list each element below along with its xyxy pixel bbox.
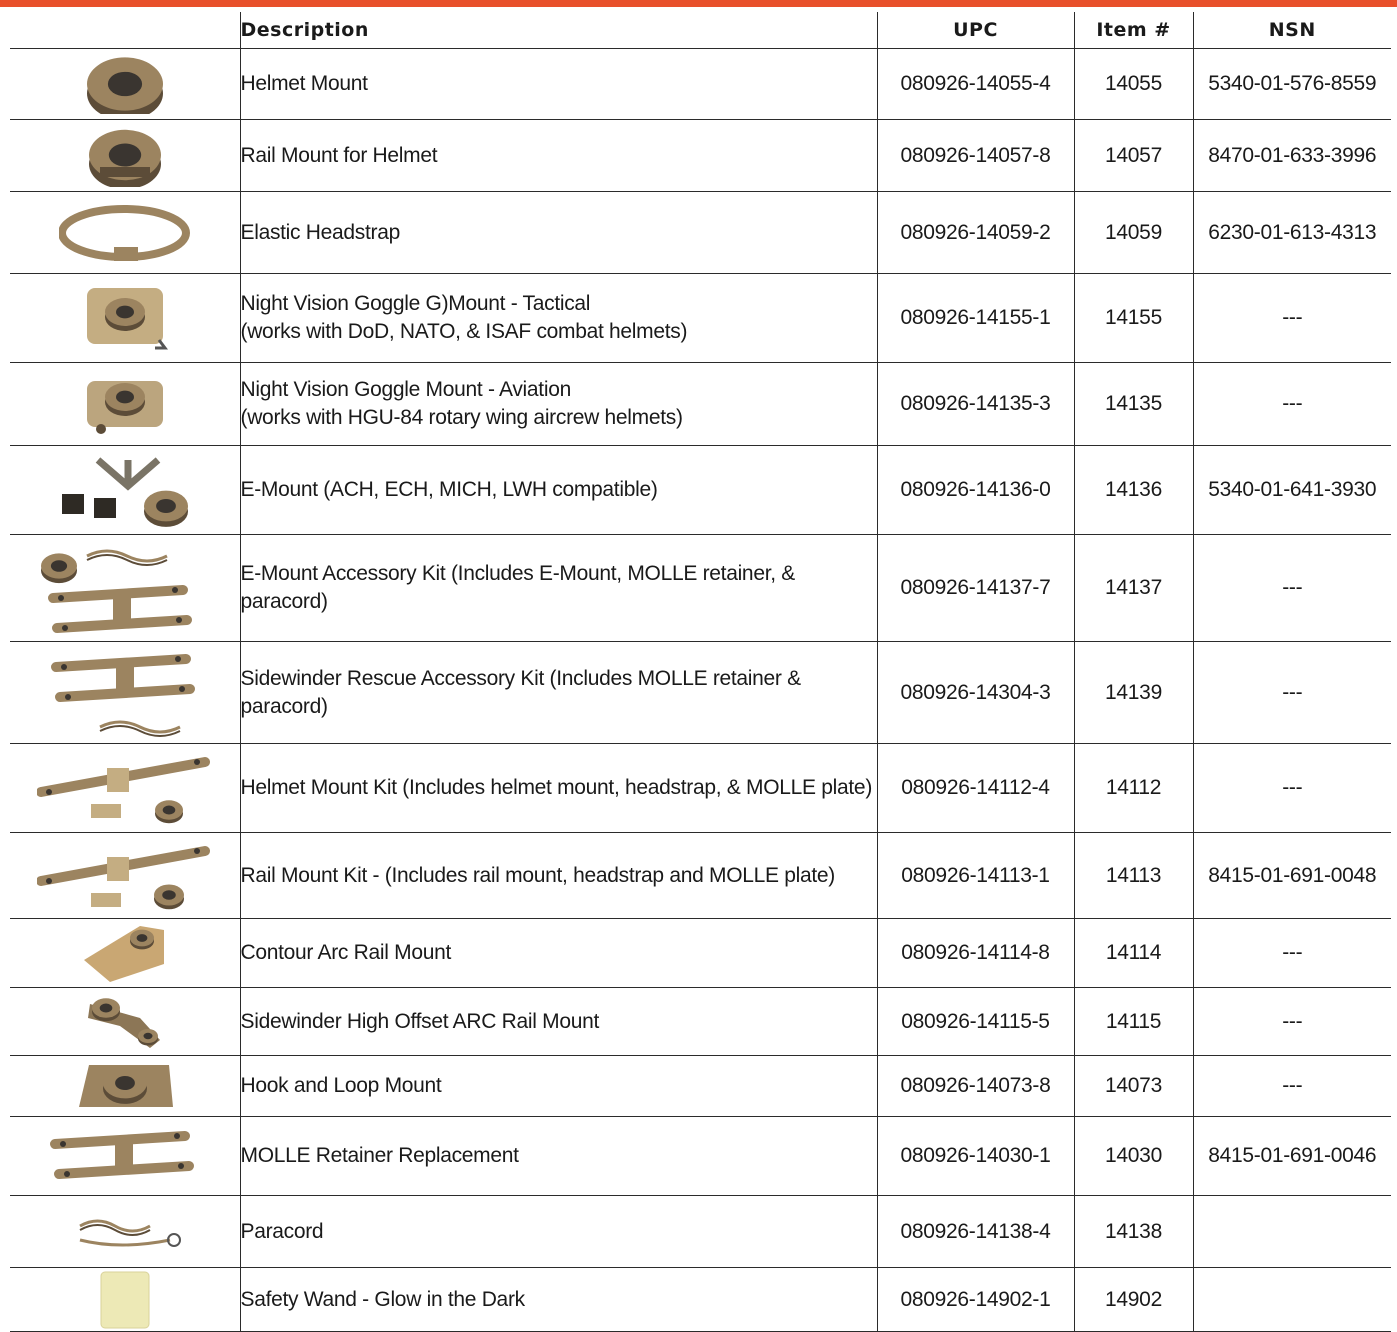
description-cell — [240, 535, 877, 642]
description-line: E-Mount (ACH, ECH, MICH, LWH compatible) — [240, 478, 658, 501]
description-cell — [240, 1196, 877, 1268]
table-row — [10, 1117, 1391, 1196]
description-line: MOLLE Retainer Replacement — [240, 1144, 519, 1167]
nsn-cell: --- — [1193, 744, 1391, 833]
table-row — [10, 988, 1391, 1056]
safety-wand-icon — [10, 1268, 240, 1332]
rail-mount-kit-icon — [10, 833, 240, 919]
description-line: Paracord — [240, 1219, 324, 1243]
helmet-mount-kit-icon — [10, 744, 240, 833]
contour-arc-mount-icon — [10, 919, 240, 988]
high-offset-mount-icon — [10, 988, 240, 1056]
upc-cell: 080926-14155-1 — [877, 274, 1074, 363]
description-cell — [240, 446, 877, 535]
nsn-cell: --- — [1193, 535, 1391, 642]
accent-bar — [0, 0, 1397, 7]
table-row — [10, 919, 1391, 988]
description-line: Night Vision Goggle G)Mount - Tactical — [240, 292, 591, 315]
description-line: E-Mount Accessory Kit (Includes E-Mount, MOLLE retainer, & paracord) — [240, 562, 796, 613]
upc-cell: 080926-14115-5 — [877, 988, 1074, 1056]
description-cell — [240, 363, 877, 446]
header-image — [10, 12, 240, 49]
table-row — [10, 744, 1391, 833]
item-cell: 14114 — [1074, 919, 1193, 988]
upc-cell: 080926-14304-3 — [877, 642, 1074, 744]
item-cell: 14137 — [1074, 535, 1193, 642]
description-line: Hook and Loop Mount — [240, 1074, 442, 1097]
e-mount-kit-icon — [10, 535, 240, 642]
description-line: (works with DoD, NATO, & ISAF combat helmets) — [240, 320, 688, 343]
nsn-cell: --- — [1193, 919, 1391, 988]
description-line: (works with HGU-84 rotary wing aircrew helmets) — [240, 406, 683, 429]
item-cell: 14055 — [1074, 49, 1193, 120]
item-cell: 14112 — [1074, 744, 1193, 833]
item-cell: 14155 — [1074, 274, 1193, 363]
description-cell — [240, 120, 877, 192]
header-item: Item # — [1074, 12, 1193, 49]
parts-table — [10, 12, 1391, 1332]
table-row — [10, 1056, 1391, 1117]
description-line: Night Vision Goggle Mount - Aviation — [240, 378, 571, 401]
upc-cell: 080926-14059-2 — [877, 192, 1074, 274]
nsn-cell: 5340-01-641-3930 — [1193, 446, 1391, 535]
description-line: Rail Mount for Helmet — [240, 143, 438, 167]
description-cell — [240, 49, 877, 120]
nsn-cell: 8415-01-691-0046 — [1193, 1117, 1391, 1196]
upc-cell: 080926-14137-7 — [877, 535, 1074, 642]
item-cell: 14136 — [1074, 446, 1193, 535]
item-cell: 14057 — [1074, 120, 1193, 192]
description-cell — [240, 1056, 877, 1117]
nsn-cell — [1193, 1196, 1391, 1268]
upc-cell: 080926-14902-1 — [877, 1268, 1074, 1332]
item-cell: 14115 — [1074, 988, 1193, 1056]
header-row — [10, 12, 1391, 49]
table-row — [10, 1268, 1391, 1332]
nsn-cell: 8415-01-691-0048 — [1193, 833, 1391, 919]
rail-mount-icon — [10, 120, 240, 192]
upc-cell: 080926-14112-4 — [877, 744, 1074, 833]
item-cell: 14030 — [1074, 1117, 1193, 1196]
nsn-cell: --- — [1193, 1056, 1391, 1117]
description-line: Helmet Mount — [240, 72, 368, 95]
molle-retainer-icon — [10, 1117, 240, 1196]
item-cell: 14139 — [1074, 642, 1193, 744]
nsn-cell — [1193, 1268, 1391, 1332]
description-cell — [240, 988, 877, 1056]
upc-cell: 080926-14114-8 — [877, 919, 1074, 988]
e-mount-icon — [10, 446, 240, 535]
item-cell: 14113 — [1074, 833, 1193, 919]
item-cell: 14135 — [1074, 363, 1193, 446]
description-cell — [240, 919, 877, 988]
description-line: Elastic Headstrap — [240, 220, 400, 244]
upc-cell: 080926-14073-8 — [877, 1056, 1074, 1117]
description-cell — [240, 1117, 877, 1196]
nsn-cell: --- — [1193, 363, 1391, 446]
table-row — [10, 363, 1391, 446]
upc-cell: 080926-14055-4 — [877, 49, 1074, 120]
upc-cell: 080926-14057-8 — [877, 120, 1074, 192]
description-line: Contour Arc Rail Mount — [240, 941, 451, 964]
table-row — [10, 120, 1391, 192]
header-nsn: NSN — [1193, 12, 1391, 49]
nsn-cell: 6230-01-613-4313 — [1193, 192, 1391, 274]
description-cell — [240, 274, 877, 363]
upc-cell: 080926-14030-1 — [877, 1117, 1074, 1196]
table-row — [10, 1196, 1391, 1268]
item-cell: 14059 — [1074, 192, 1193, 274]
table-row — [10, 642, 1391, 744]
header-description: Description — [240, 12, 877, 49]
nvg-mount-aviation-icon — [10, 363, 240, 446]
description-cell — [240, 192, 877, 274]
nsn-cell: --- — [1193, 274, 1391, 363]
upc-cell: 080926-14138-4 — [877, 1196, 1074, 1268]
description-line: Sidewinder High Offset ARC Rail Mount — [240, 1009, 600, 1033]
nsn-cell: --- — [1193, 988, 1391, 1056]
table-row — [10, 274, 1391, 363]
item-cell: 14073 — [1074, 1056, 1193, 1117]
description-line: Sidewinder Rescue Accessory Kit (Includes MOLLE retainer & paracord) — [240, 666, 801, 718]
description-cell — [240, 744, 877, 833]
description-cell — [240, 642, 877, 744]
hook-loop-mount-icon — [10, 1056, 240, 1117]
rescue-kit-icon — [10, 642, 240, 744]
description-line: Rail Mount Kit - (Includes rail mount, headstrap and MOLLE plate) — [240, 863, 835, 887]
header-upc: UPC — [877, 12, 1074, 49]
table-row — [10, 192, 1391, 274]
item-cell: 14138 — [1074, 1196, 1193, 1268]
nsn-cell: 8470-01-633-3996 — [1193, 120, 1391, 192]
table-row — [10, 535, 1391, 642]
table-row — [10, 446, 1391, 535]
helmet-mount-icon — [10, 49, 240, 120]
upc-cell: 080926-14135-3 — [877, 363, 1074, 446]
paracord-icon — [10, 1196, 240, 1268]
description-cell — [240, 833, 877, 919]
upc-cell: 080926-14113-1 — [877, 833, 1074, 919]
item-cell: 14902 — [1074, 1268, 1193, 1332]
nvg-mount-tactical-icon — [10, 274, 240, 363]
table-row — [10, 49, 1391, 120]
description-line: Helmet Mount Kit (Includes helmet mount, headstrap, & MOLLE plate) — [240, 776, 873, 799]
upc-cell: 080926-14136-0 — [877, 446, 1074, 535]
table-row — [10, 833, 1391, 919]
headstrap-icon — [10, 192, 240, 274]
nsn-cell: --- — [1193, 642, 1391, 744]
nsn-cell: 5340-01-576-8559 — [1193, 49, 1391, 120]
description-cell — [240, 1268, 877, 1332]
description-line: Safety Wand - Glow in the Dark — [240, 1287, 525, 1311]
